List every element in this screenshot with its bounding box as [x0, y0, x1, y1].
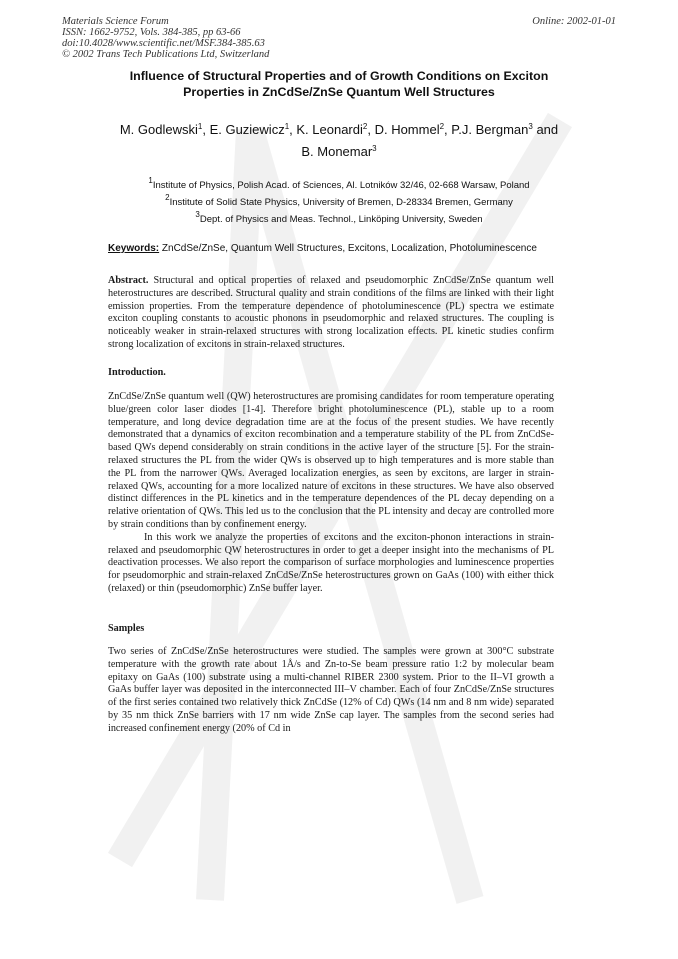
introduction-body	[108, 391, 554, 596]
copyright-line: © 2002 Trans Tech Publications Ltd, Switzerland	[62, 49, 270, 60]
samples-heading: Samples	[108, 623, 145, 634]
keywords-text: ZnCdSe/ZnSe, Quantum Well Structures, Excitons, Localization, Photoluminescence	[161, 243, 537, 254]
affiliation-1	[60, 176, 618, 192]
paragraph: In this work we analyze the properties of excitons and the exciton-phonon interactions in strain-relaxed and pseudomorphic QW heterostructures in order to get a deeper insight into the mechanisms of PL deactivation processes. We also report the comparison of surface morphologies and luminescence properties for pseudomorphic and strain-relaxed ZnCdSe/ZnSe heterostructures grown on GaAs (100) with either thick (relaxed) or thin (pseudomorphic) ZnSe buffer layer.	[108, 531, 554, 594]
samples-body	[108, 646, 554, 736]
affiliation-3	[60, 210, 618, 226]
affiliation-mark: 3	[372, 144, 377, 153]
title-line-2: Properties in ZnCdSe/ZnSe Quantum Well Structures	[183, 85, 495, 99]
abstract	[108, 275, 554, 352]
affiliation-mark: 3	[195, 210, 200, 219]
issn-line: ISSN: 1662-9752, Vols. 384-385, pp 63-66	[62, 27, 241, 38]
paragraph: Two series of ZnCdSe/ZnSe heterostructures were studied. The samples were grown at 300°C substrate temperature with the growth rate about 1Å/s and Zn-to-Se beam pressure ratio 1:2 by molecular beam epitaxy on GaAs (100) substrate using a multi-channel RIBER 2300 system. Prior to the II–VI growth a GaAs buffer layer was deposited in the interconnected III–V chamber. Each of four ZnCdSe/ZnSe structures of the first series contained two relatively thick ZnCdSe (12% of Cd) QWs (14 nm and 8 nm wide) separated by 35 nm thick ZnSe barriers with 17 nm wide ZnSe cap layer. The samples from the second series had increased confinement energy (20% of Cd in	[108, 646, 554, 734]
journal-name: Materials Science Forum	[62, 16, 169, 27]
affiliation-text: Institute of Physics, Polish Acad. of Sciences, Al. Lotników 32/46, 02-668 Warsaw, Poland	[152, 180, 530, 191]
affiliation-mark: 2	[362, 122, 368, 131]
author-conjunction: and	[536, 122, 559, 137]
title-line-1: Influence of Structural Properties and of Growth Conditions on Exciton	[129, 69, 549, 83]
keywords-label: Keywords:	[108, 243, 160, 254]
online-date: Online: 2002-01-01	[532, 16, 616, 27]
affiliation-mark: 1	[197, 122, 203, 131]
affiliation-mark: 2	[165, 193, 170, 202]
author: K. Leonardi	[296, 122, 363, 137]
paper-title	[60, 68, 618, 100]
author: P.J. Bergman	[451, 122, 529, 137]
affiliation-mark: 2	[439, 122, 445, 131]
abstract-label: Abstract.	[108, 275, 149, 286]
introduction-heading: Introduction.	[108, 367, 166, 378]
author: M. Godlewski	[119, 122, 198, 137]
paragraph: ZnCdSe/ZnSe quantum well (QW) heterostructures are promising candidates for room temperature operating blue/green color laser diodes [1-4]. Therefore bright photoluminescence (PL), stable up to a room temperature, and long device degradation time are at the focus of the present studies. We have recently demonstrated that a dynamics of exciton recombination and a temperature stability of the PL from ZnCdSe-based QWs depend considerably on strain conditions in the active layer of the structure [5]. For the strain-relaxed structures the PL from the wider QWs is observed up to high temperatures and is more stable than the PL from the narrower QWs. Averaged localization energies, as seen by excitons, are larger in strain-relaxed QWs, accounting for a more localized nature of excitons in these structures. We have also observed distinct differences in the PL kinetics and in the temperature dependences of the PL decay depending on a relative orientation of QWs. This led us to the conclusion that the PL intensity and decay are controlled more by strain conditions than by confinement energy.	[108, 391, 554, 530]
author: E. Guziewicz	[209, 122, 285, 137]
keywords	[108, 242, 537, 255]
affiliation-mark: 1	[284, 122, 290, 131]
affiliation-text: Institute of Solid State Physics, University of Bremen, D-28334 Bremen, Germany	[169, 197, 513, 208]
doi-line: doi:10.4028/www.scientific.net/MSF.384-385.63	[62, 38, 265, 49]
affiliation-2	[60, 193, 618, 209]
affiliation-mark: 1	[148, 176, 153, 185]
abstract-text: Structural and optical properties of relaxed and pseudomorphic ZnCdSe/ZnSe quantum well heterostructures are described. Structural quality and strain conditions of the films are linked with their light emission properties. From the temperature dependence of photoluminescence (PL) spectra we estimate exciton coupling constants to acoustic phonons in pseudomorphic and relaxed structures. The coupling is noticeably weaker in strain-relaxed structures with strong localization effects. PL kinetic studies confirm strong localization of excitons in strain-relaxed structures.	[108, 275, 554, 350]
author: B. Monemar	[301, 144, 373, 159]
author: D. Hommel	[374, 122, 440, 137]
affiliation-text: Dept. of Physics and Meas. Technol., Linköping University, Sweden	[199, 214, 483, 225]
affiliation-mark: 3	[528, 122, 533, 131]
journal-header	[62, 16, 616, 60]
author-list: M. Godlewski$^1$, E. Guziewicz$^1$, K. Leonardi$^2$, D. Hommel$^2$, P.J. Bergman$^3$ and B. Monemar$^3$	[119, 122, 559, 159]
